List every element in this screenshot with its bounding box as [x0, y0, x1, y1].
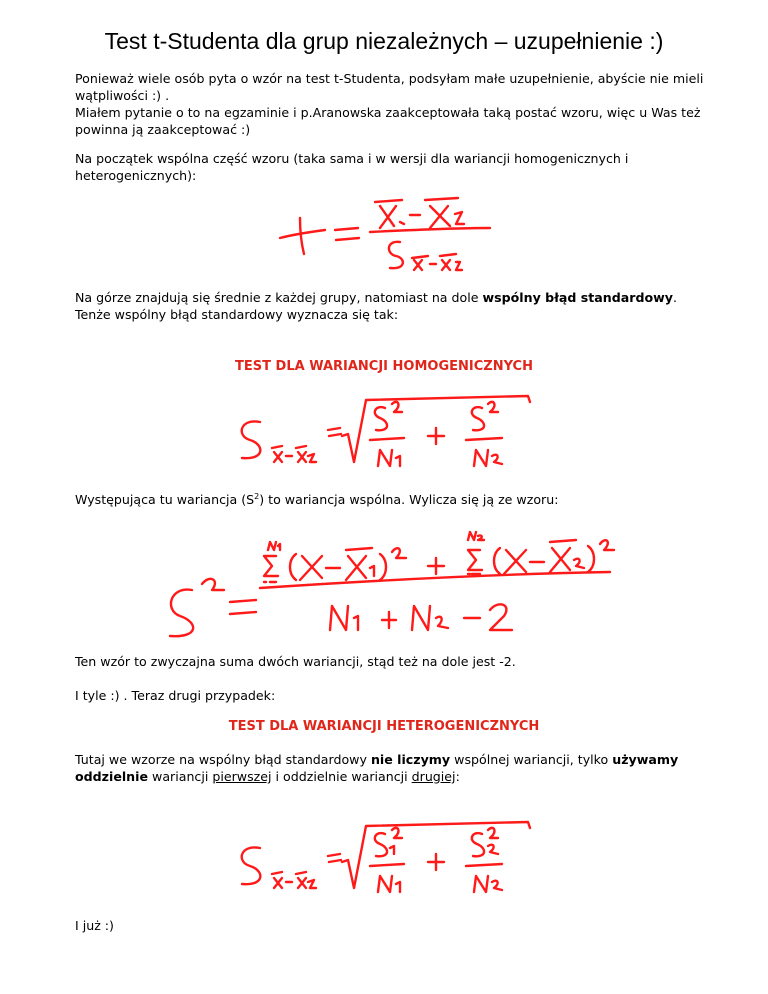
sum-note: Ten wzór to zwyczajna suma dwóch wariancji, stąd też na dole jest -2. — [75, 654, 516, 669]
hetero-note-bold-2: używamy — [612, 752, 679, 767]
hetero-note-text-3: wariancji — [152, 769, 209, 784]
intro-paragraph — [75, 70, 705, 138]
explanation-bold: wspólny błąd standardowy — [482, 290, 673, 305]
hetero-note-bold-3: oddzielnie — [75, 769, 149, 784]
pooled-variance-formula-image — [160, 530, 620, 645]
intro-line-2: Miałem pytanie o to na egzaminie i p.Aranowska zaakceptowała taką postać wzoru, więc u Was też powinna ją zaakceptować :) — [75, 105, 701, 137]
intro-line-1: Ponieważ wiele osób pyta o wzór na test t-Studenta, podsyłam małe uzupełnienie, abyście nie mieli wątpliwości :) . — [75, 71, 704, 103]
variance-note-superscript: 2 — [254, 492, 260, 501]
variance-note-end: ) to wariancja wspólna. Wylicza się ją ze wzoru: — [259, 492, 559, 508]
explanation-line-2: Tenże wspólny błąd standardowy wyznacza się tak: — [75, 307, 399, 322]
hetero-note — [75, 751, 705, 785]
hetero-note-underline-1: pierwszej — [212, 769, 272, 784]
common-part-paragraph: Na początek wspólna część wzoru (taka sama i w wersji dla wariancji homogenicznych i heterogenicznych): — [75, 151, 629, 183]
closing-text: I już :) — [75, 918, 114, 933]
explanation-text: Na górze znajdują się średnie z każdej grupy, natomiast na dole — [75, 290, 479, 305]
hetero-note-end: : — [455, 769, 460, 784]
heterogeneous-se-formula-image — [230, 818, 530, 903]
explanation-paragraph — [75, 289, 705, 323]
transition-text: I tyle :) . Teraz drugi przypadek: — [75, 688, 276, 703]
hetero-note-underline-2: drugiej — [411, 769, 456, 784]
t-formula-image — [270, 190, 510, 280]
heading-heterogeneous: TEST DLA WARIANCJI HETEROGENICZNYCH — [228, 719, 540, 734]
hetero-note-text-4: i oddzielnie wariancji — [275, 769, 408, 784]
explanation-end: . — [672, 290, 677, 305]
page-title: Test t-Studenta dla grup niezależnych – uzupełnienie :) — [104, 28, 664, 54]
hetero-note-text-1: Tutaj we wzorze na wspólny błąd standardowy — [75, 752, 367, 767]
hetero-note-bold-1: nie liczymy — [370, 752, 451, 767]
variance-note — [75, 488, 705, 508]
heading-homogeneous: TEST DLA WARIANCJI HOMOGENICZNYCH — [235, 359, 533, 374]
variance-note-text: Występująca tu wariancja (S — [75, 492, 255, 508]
hetero-note-text-2: wspólnej wariancji, tylko — [454, 752, 609, 767]
homogeneous-se-formula-image — [230, 392, 530, 477]
